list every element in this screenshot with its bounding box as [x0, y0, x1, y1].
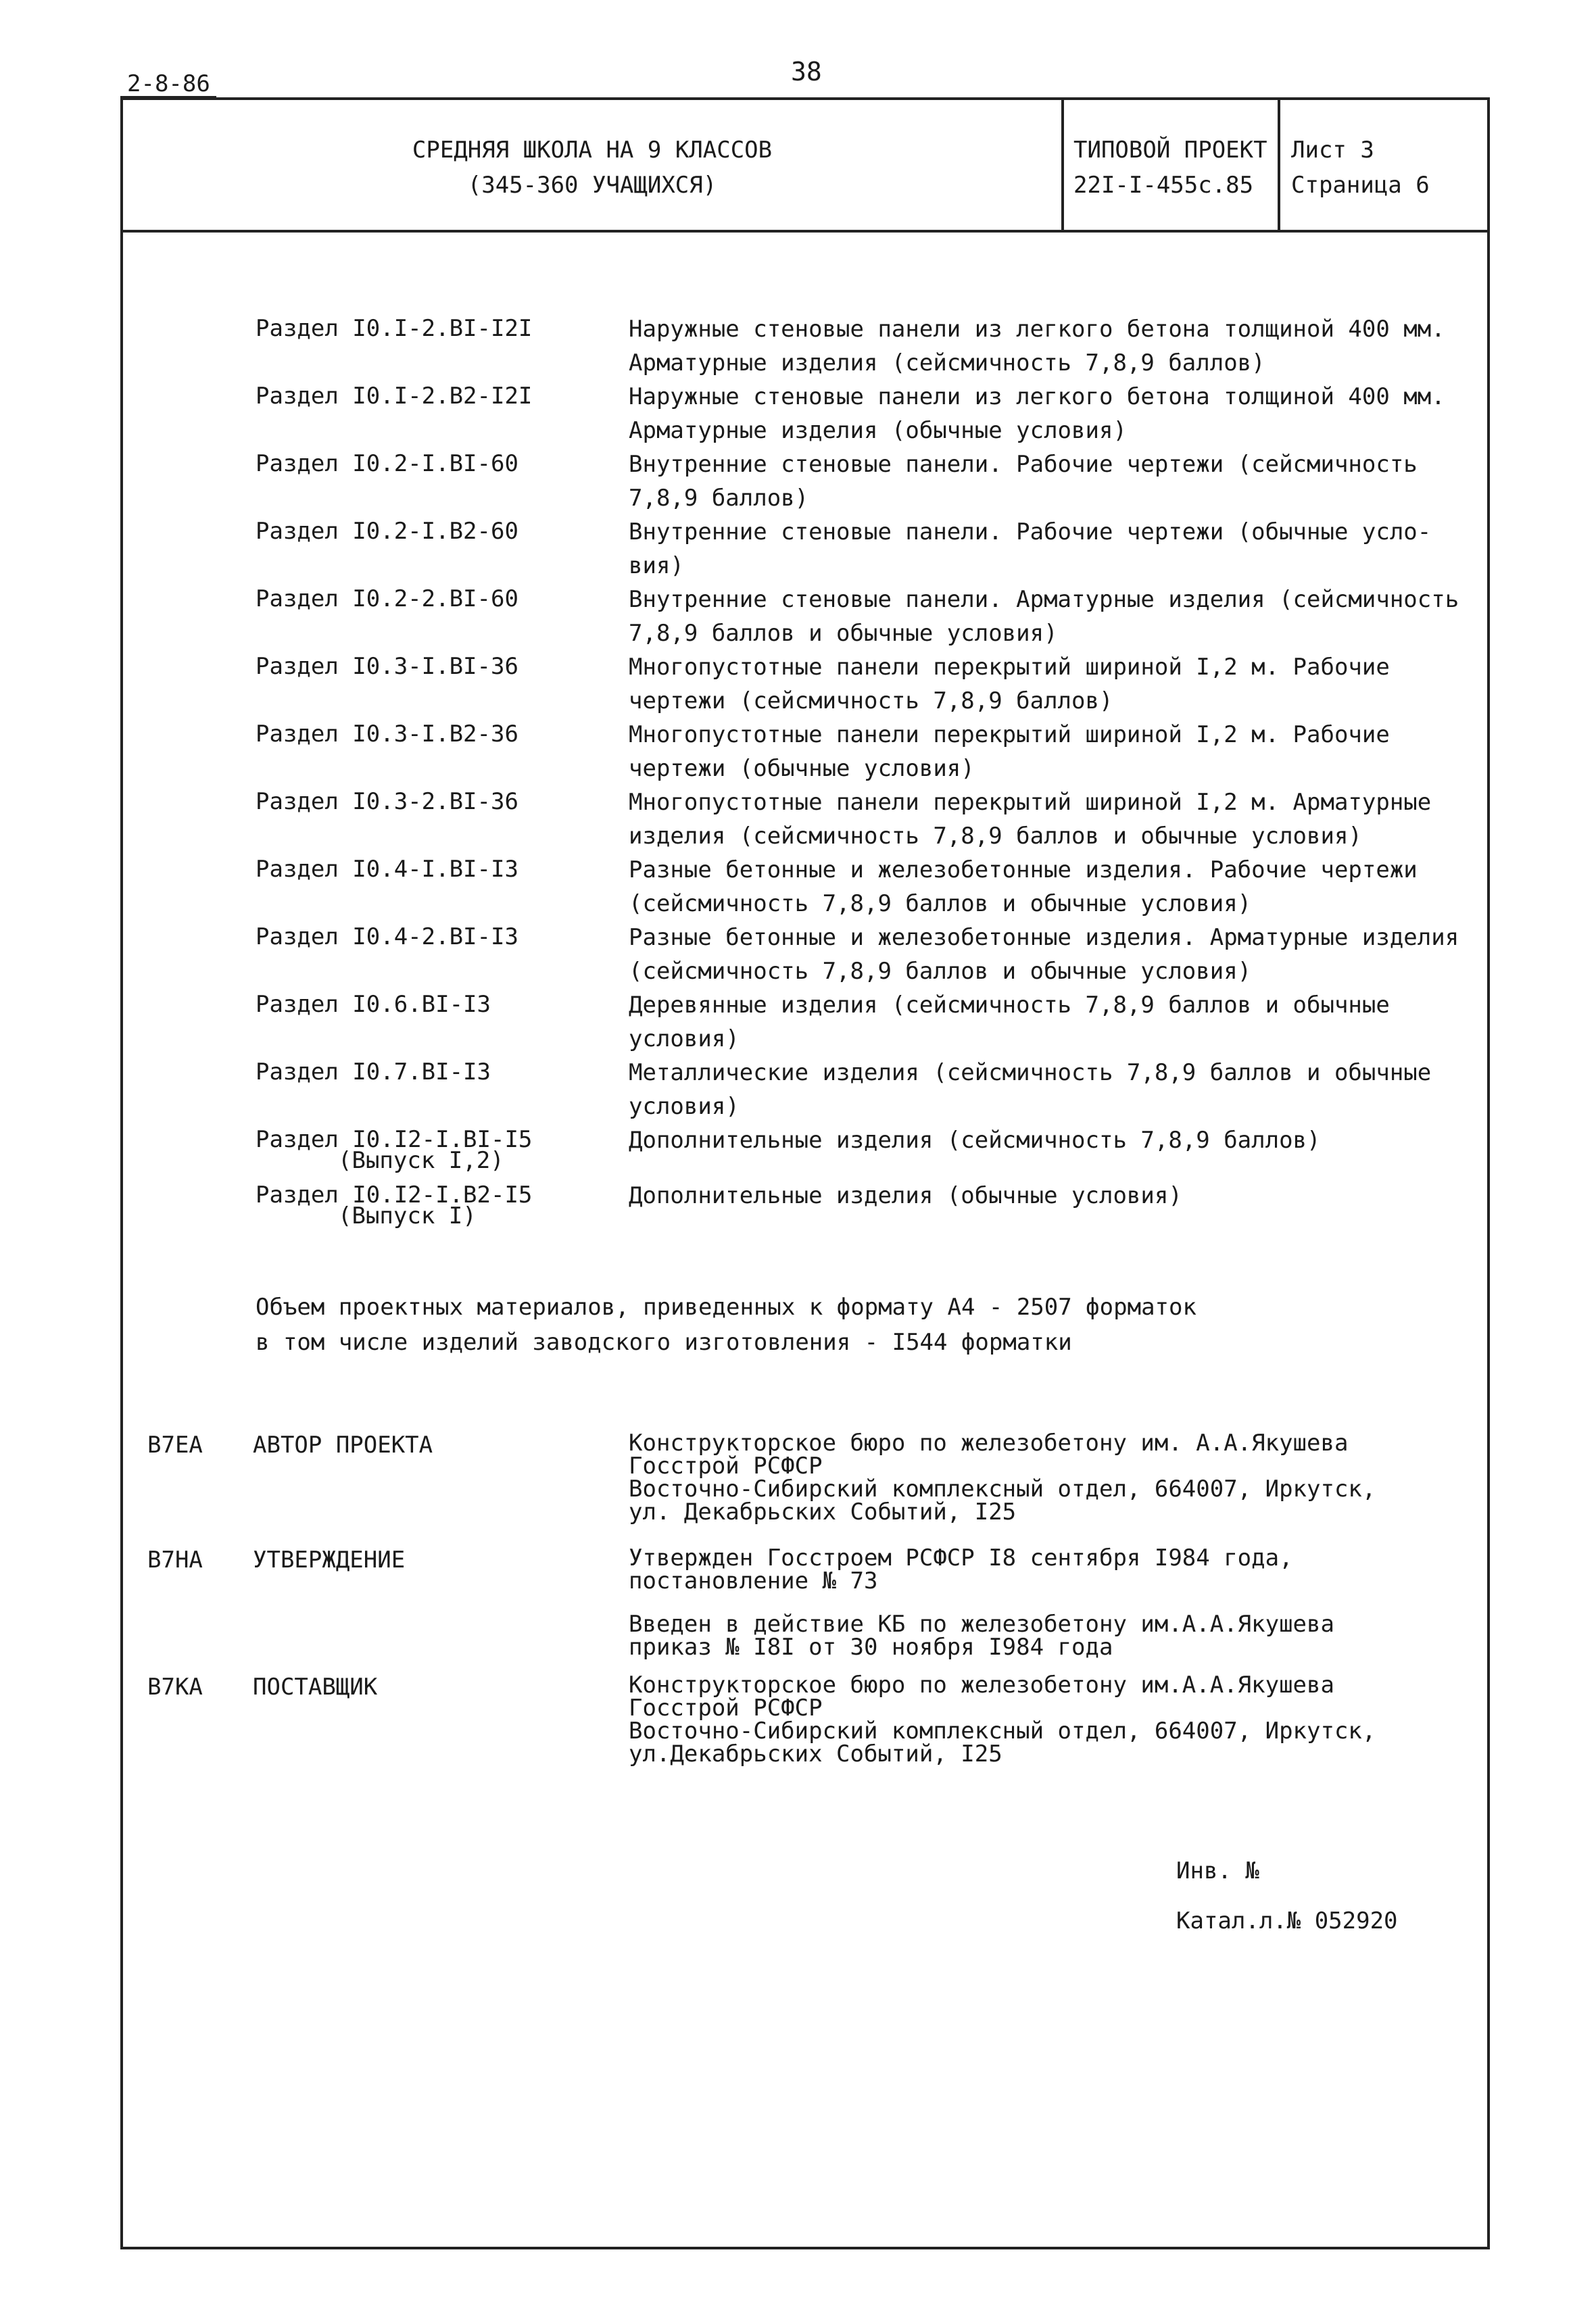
author-line-4: ул. Декабрьских Событий, I25 — [629, 1498, 1017, 1526]
section-label: Раздел I0.I2-I.BI-I5 — [256, 1126, 533, 1153]
supplier-line-1: Конструкторское бюро по железобетону им.А.А.Якушева — [629, 1672, 1334, 1699]
volume-line-1: Объем проектных материалов, приведенных к формату А4 - 2507 форматок — [256, 1294, 1196, 1321]
block-text-supplier — [629, 1672, 1376, 1768]
block-code-supplier: B7KA — [147, 1674, 203, 1701]
header-title-line-1: СРЕДНЯЯ ШКОЛА НА 9 КЛАССОВ — [412, 137, 773, 164]
section-description-line: (сейсмичность 7,8,9 баллов и обычные условия) — [629, 890, 1252, 917]
section-label: Раздел I0.3-I.B2-36 — [256, 721, 518, 748]
section-description-line: изделия (сейсмичность 7,8,9 баллов и обычные условия) — [629, 823, 1362, 850]
section-description-line: чертежи (обычные условия) — [629, 755, 975, 782]
section-label: Раздел I0.7.BI-I3 — [256, 1058, 491, 1086]
introduction-line-2: приказ № I8I от 30 ноября I984 года — [629, 1634, 1113, 1661]
section-label: Раздел I0.I-2.B2-I2I — [256, 383, 533, 410]
section-label: Раздел I0.2-I.B2-60 — [256, 518, 518, 545]
section-description — [629, 921, 1480, 988]
section-description-line: Арматурные изделия (сейсмичность 7,8,9 баллов) — [629, 349, 1265, 376]
document-code: 2-8-86 — [127, 70, 210, 97]
section-description — [629, 1123, 1480, 1157]
section-description-line: Металлические изделия (сейсмичность 7,8,9 баллов и обычные — [629, 1059, 1432, 1086]
section-description — [629, 785, 1480, 853]
section-description — [629, 853, 1480, 921]
volume-line-2: в том числе изделий заводского изготовления - I544 форматки — [256, 1329, 1072, 1356]
section-description — [629, 718, 1480, 785]
section-description — [629, 650, 1480, 718]
section-description-line: условия) — [629, 1093, 740, 1120]
block-text-approval — [629, 1546, 1293, 1592]
section-description-line: Разные бетонные и железобетонные изделия. Рабочие чертежи — [629, 856, 1418, 883]
section-description-line: вия) — [629, 552, 684, 579]
section-description — [629, 447, 1480, 515]
project-number: 22I-I-455с.85 — [1073, 172, 1254, 199]
section-description-line: Внутренние стеновые панели. Рабочие чертежи (сейсмичность — [629, 451, 1418, 478]
project-cell — [1073, 132, 1267, 203]
section-label: Раздел I0.4-I.BI-I3 — [256, 856, 518, 883]
section-label: Раздел I0.3-2.BI-36 — [256, 788, 518, 815]
block-title-approval: УТВЕРЖДЕНИЕ — [253, 1546, 406, 1574]
section-issue: (Выпуск I,2) — [338, 1147, 504, 1174]
block-title-author: АВТОР ПРОЕКТА — [253, 1432, 433, 1459]
section-description-line: Многопустотные панели перекрытий шириной I,2 м. Арматурные — [629, 789, 1432, 816]
page-info: Страница 6 — [1291, 172, 1430, 199]
section-label: Раздел I0.2-2.BI-60 — [256, 585, 518, 612]
section-description-line: Дополнительные изделия (обычные условия) — [629, 1182, 1182, 1209]
author-line-2: Госстрой РСФСР — [629, 1453, 823, 1480]
supplier-line-4: ул.Декабрьских Событий, I25 — [629, 1740, 1002, 1768]
header-column-divider-1 — [1061, 97, 1064, 233]
section-description-line: Внутренние стеновые панели. Арматурные изделия (сейсмичность — [629, 586, 1459, 613]
header-column-divider-2 — [1278, 97, 1280, 233]
section-label: Раздел I0.I-2.BI-I2I — [256, 315, 533, 342]
section-description — [629, 312, 1480, 380]
section-description-line: условия) — [629, 1025, 740, 1052]
section-description-line: чертежи (сейсмичность 7,8,9 баллов) — [629, 687, 1113, 714]
section-description-line: Арматурные изделия (обычные условия) — [629, 417, 1127, 444]
sheet-cell — [1291, 132, 1430, 203]
header-divider — [120, 230, 1490, 233]
section-description — [629, 988, 1480, 1056]
block-code-author: B7EA — [147, 1432, 203, 1459]
supplier-line-3: Восточно-Сибирский комплексный отдел, 664007, Иркутск, — [629, 1717, 1376, 1745]
block-code-approval: B7HA — [147, 1546, 203, 1574]
author-line-3: Восточно-Сибирский комплексный отдел, 664007, Иркутск, — [629, 1476, 1376, 1503]
author-line-1: Конструкторское бюро по железобетону им. А.А.Якушева — [629, 1430, 1349, 1457]
section-description-line: Наружные стеновые панели из легкого бетона толщиной 400 мм. — [629, 316, 1445, 343]
inventory-number: Инв. № — [1176, 1857, 1259, 1884]
section-description-line: 7,8,9 баллов и обычные условия) — [629, 620, 1058, 647]
introduction-line-1: Введен в действие КБ по железобетону им.А.А.Якушева — [629, 1611, 1334, 1638]
section-description-line: 7,8,9 баллов) — [629, 485, 809, 512]
section-description-line: (сейсмичность 7,8,9 баллов и обычные условия) — [629, 958, 1252, 985]
section-description — [629, 515, 1480, 583]
section-description-line: Многопустотные панели перекрытий шириной I,2 м. Рабочие — [629, 654, 1390, 681]
section-label: Раздел I0.6.BI-I3 — [256, 991, 491, 1018]
section-description-line: Наружные стеновые панели из легкого бетона толщиной 400 мм. — [629, 383, 1445, 410]
project-label: ТИПОВОЙ ПРОЕКТ — [1073, 137, 1267, 164]
header-title — [123, 132, 1061, 203]
section-label: Раздел I0.2-I.BI-60 — [256, 450, 518, 477]
block-text-introduction — [629, 1613, 1334, 1659]
section-label: Раздел I0.4-2.BI-I3 — [256, 923, 518, 950]
approval-line-2: постановление № 73 — [629, 1567, 878, 1594]
section-description-line: Многопустотные панели перекрытий шириной I,2 м. Рабочие — [629, 721, 1390, 748]
supplier-line-2: Госстрой РСФСР — [629, 1695, 823, 1722]
catalog-number: Катал.л.№ 052920 — [1176, 1907, 1398, 1934]
block-title-supplier: ПОСТАВЩИК — [253, 1674, 378, 1701]
page-number: 38 — [791, 57, 822, 87]
section-description-line: Дополнительные изделия (сейсмичность 7,8,9 баллов) — [629, 1127, 1321, 1154]
section-description — [629, 1056, 1480, 1123]
section-description — [629, 583, 1480, 650]
section-label: Раздел I0.3-I.BI-36 — [256, 653, 518, 680]
section-issue: (Выпуск I) — [338, 1202, 477, 1229]
section-label: Раздел I0.I2-I.B2-I5 — [256, 1181, 533, 1209]
block-text-author — [629, 1432, 1376, 1524]
section-description-line: Деревянные изделия (сейсмичность 7,8,9 баллов и обычные — [629, 992, 1390, 1019]
section-description-line: Внутренние стеновые панели. Рабочие чертежи (обычные усло- — [629, 518, 1432, 545]
section-description — [629, 1179, 1480, 1213]
section-description — [629, 380, 1480, 447]
header-title-line-2: (345-360 УЧАЩИХСЯ) — [467, 172, 717, 199]
section-description-line: Разные бетонные и железобетонные изделия. Арматурные изделия — [629, 924, 1459, 951]
sheet-number: Лист 3 — [1291, 137, 1374, 164]
approval-line-1: Утвержден Госстроем РСФСР I8 сентября I984 года, — [629, 1544, 1293, 1571]
